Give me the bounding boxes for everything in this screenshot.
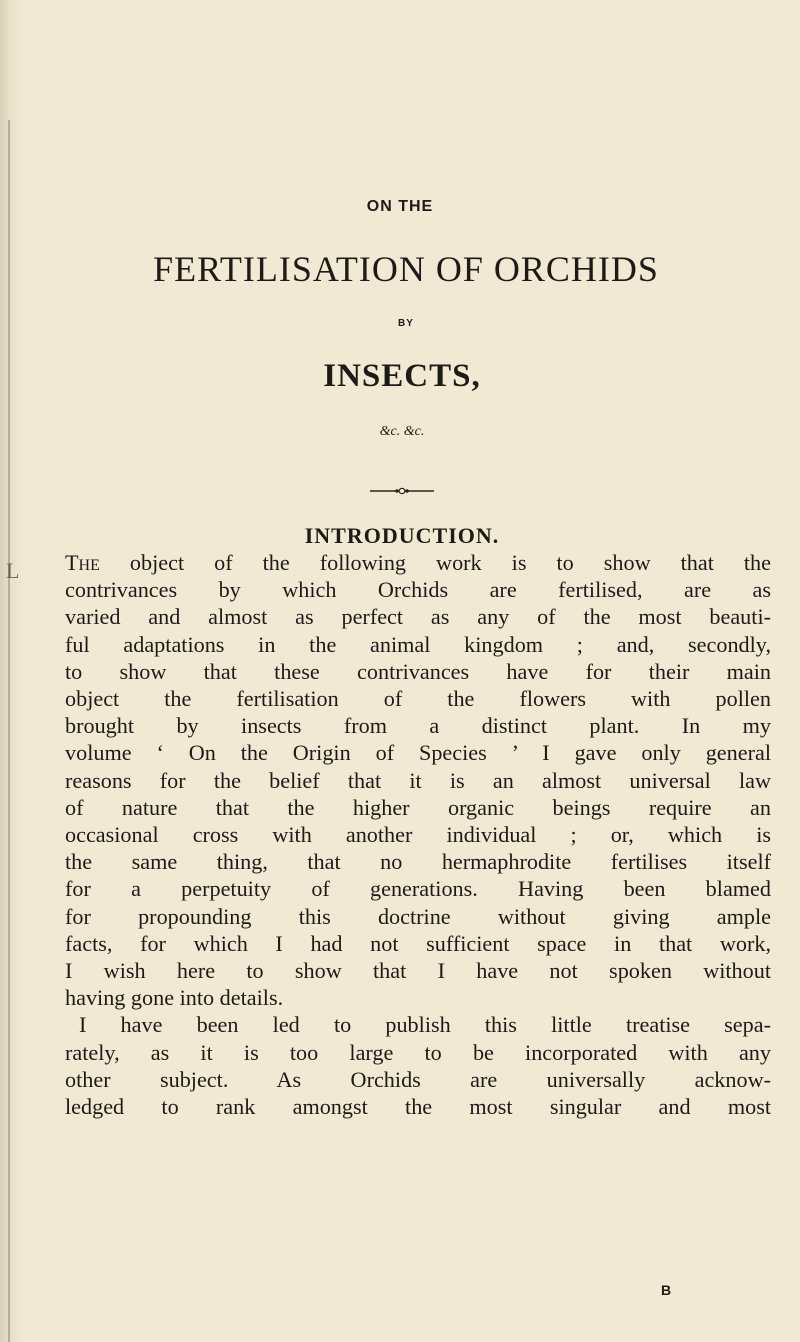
text-line: contrivances by which Orchids are fertilised, are as xyxy=(65,577,771,603)
margin-mark: L xyxy=(6,558,20,583)
section-heading: INTRODUCTION. xyxy=(304,523,500,548)
text-line: facts, for which I had not sufficient space in that work, xyxy=(65,930,771,956)
text-line: volume ‘ On the Origin of Species ’ I gave only general xyxy=(65,740,771,766)
text-line: I have been led to publish this little treatise sepa- xyxy=(79,1012,771,1038)
text-line: of nature that the higher organic beings require an xyxy=(65,794,771,820)
text-line: to show that these contrivances have for their main xyxy=(65,658,771,684)
body-text xyxy=(65,549,771,1120)
text-line: having gone into details. xyxy=(65,985,284,1011)
title-subject: INSECTS, xyxy=(323,358,481,394)
text-line: I wish here to show that I have not spoken without xyxy=(65,958,771,984)
line-text: object of the following work is to show that the xyxy=(129,550,771,575)
text-line: for propounding this doctrine without giving ample xyxy=(65,903,771,929)
text-line: the same thing, that no hermaphrodite fertilises itself xyxy=(65,849,771,875)
text-line: occasional cross with another individual ; or, which is xyxy=(65,822,771,848)
text-line: for a perpetuity of generations. Having been blamed xyxy=(65,876,771,902)
rule-with-ornament-icon xyxy=(370,486,434,496)
main-title: FERTILISATION OF ORCHIDS xyxy=(153,249,659,289)
text-line: varied and almost as perfect as any of the most beauti- xyxy=(65,604,771,630)
text-line: ledged to rank amongst the most singular and most xyxy=(65,1094,771,1120)
text-line: ful adaptations in the animal kingdom ; and, secondly, xyxy=(65,631,771,657)
text-line: other subject. As Orchids are universally acknow- xyxy=(65,1066,771,1092)
title-etc: &c. &c. xyxy=(379,424,425,439)
dropcap-word: The xyxy=(65,550,100,575)
text-line: rately, as it is too large to be incorporated with any xyxy=(65,1039,771,1065)
text-line xyxy=(65,549,771,576)
binding-gutter xyxy=(8,120,10,1342)
signature-mark: B xyxy=(661,1282,672,1298)
text-line: brought by insects from a distinct plant. In my xyxy=(65,713,771,739)
title-pre: ON THE xyxy=(366,198,434,215)
title-by: BY xyxy=(398,318,414,329)
text-line: reasons for the belief that it is an almost universal law xyxy=(65,767,771,793)
text-line: object the fertilisation of the flowers with pollen xyxy=(65,686,771,712)
